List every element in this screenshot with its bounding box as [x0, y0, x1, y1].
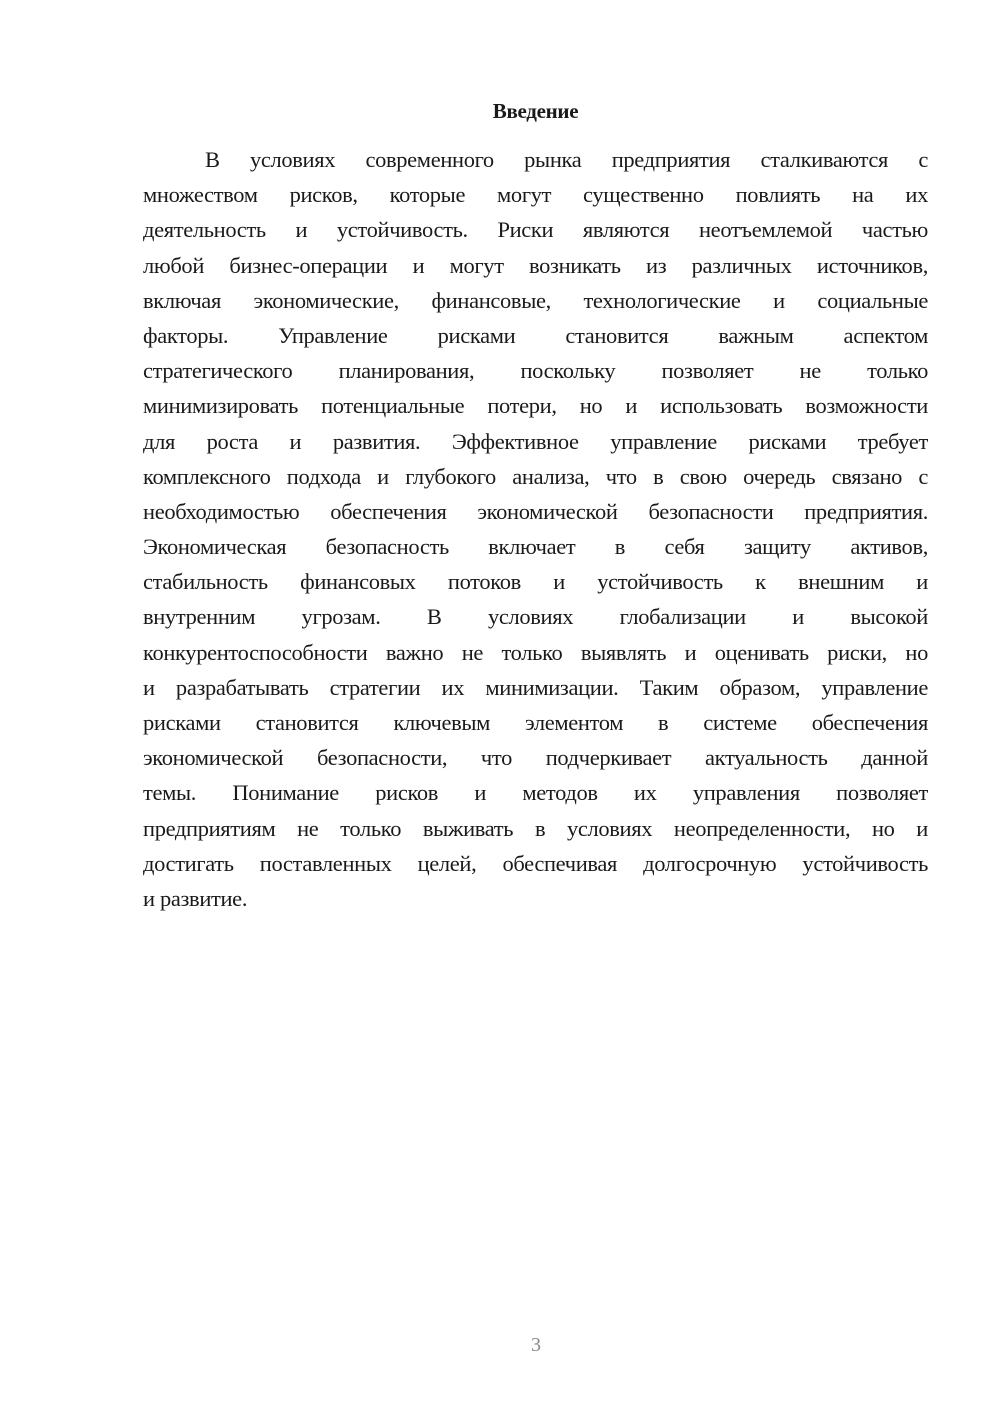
paragraph-line: деятельность и устойчивость. Риски являются неотъемлемой частью [143, 217, 928, 243]
paragraph-line: внутренним угрозам. В условиях глобализации и высокой [143, 604, 928, 630]
paragraph-line: любой бизнес-операции и могут возникать из различных источников, [143, 252, 928, 278]
paragraph-line: предприятиям не только выживать в условиях неопределенности, но и [143, 815, 928, 841]
paragraph-line: В условиях современного рынка предприятия сталкиваются с [205, 147, 928, 172]
paragraph-line: минимизировать потенциальные потери, но и использовать возможности [143, 393, 928, 419]
paragraph-line: факторы. Управление рисками становится важным аспектом [143, 322, 928, 348]
paragraph-line: комплексного подхода и глубокого анализа, что в свою очередь связано с [143, 463, 928, 489]
paragraph-line: стратегического планирования, поскольку позволяет не только [143, 358, 928, 384]
page-number: 3 [531, 1334, 541, 1356]
intro-paragraph [143, 142, 928, 916]
paragraph-line: темы. Понимание рисков и методов их управления позволяет [143, 780, 928, 806]
paragraph-line: достигать поставленных целей, обеспечивая долгосрочную устойчивость [143, 850, 928, 876]
paragraph-line: Экономическая безопасность включает в себя защиту активов, [143, 534, 928, 560]
section-heading: Введение [492, 99, 579, 123]
paragraph-line: и разрабатывать стратегии их минимизации. Таким образом, управление [143, 674, 928, 700]
paragraph-line: экономической безопасности, что подчеркивает актуальность данной [143, 745, 928, 771]
paragraph-line: рисками становится ключевым элементом в системе обеспечения [143, 710, 928, 735]
paragraph-line: необходимостью обеспечения экономической безопасности предприятия. [143, 498, 928, 524]
paragraph-line: конкурентоспособности важно не только выявлять и оценивать риски, но [143, 639, 928, 665]
paragraph-line: множеством рисков, которые могут существенно повлиять на их [143, 182, 928, 208]
paragraph-line: и развитие. [143, 885, 248, 911]
paragraph-line: включая экономические, финансовые, технологические и социальные [143, 287, 928, 313]
paragraph-line: стабильность финансовых потоков и устойчивость к внешним и [143, 569, 928, 595]
paragraph-line: для роста и развития. Эффективное управление рисками требует [143, 428, 928, 454]
